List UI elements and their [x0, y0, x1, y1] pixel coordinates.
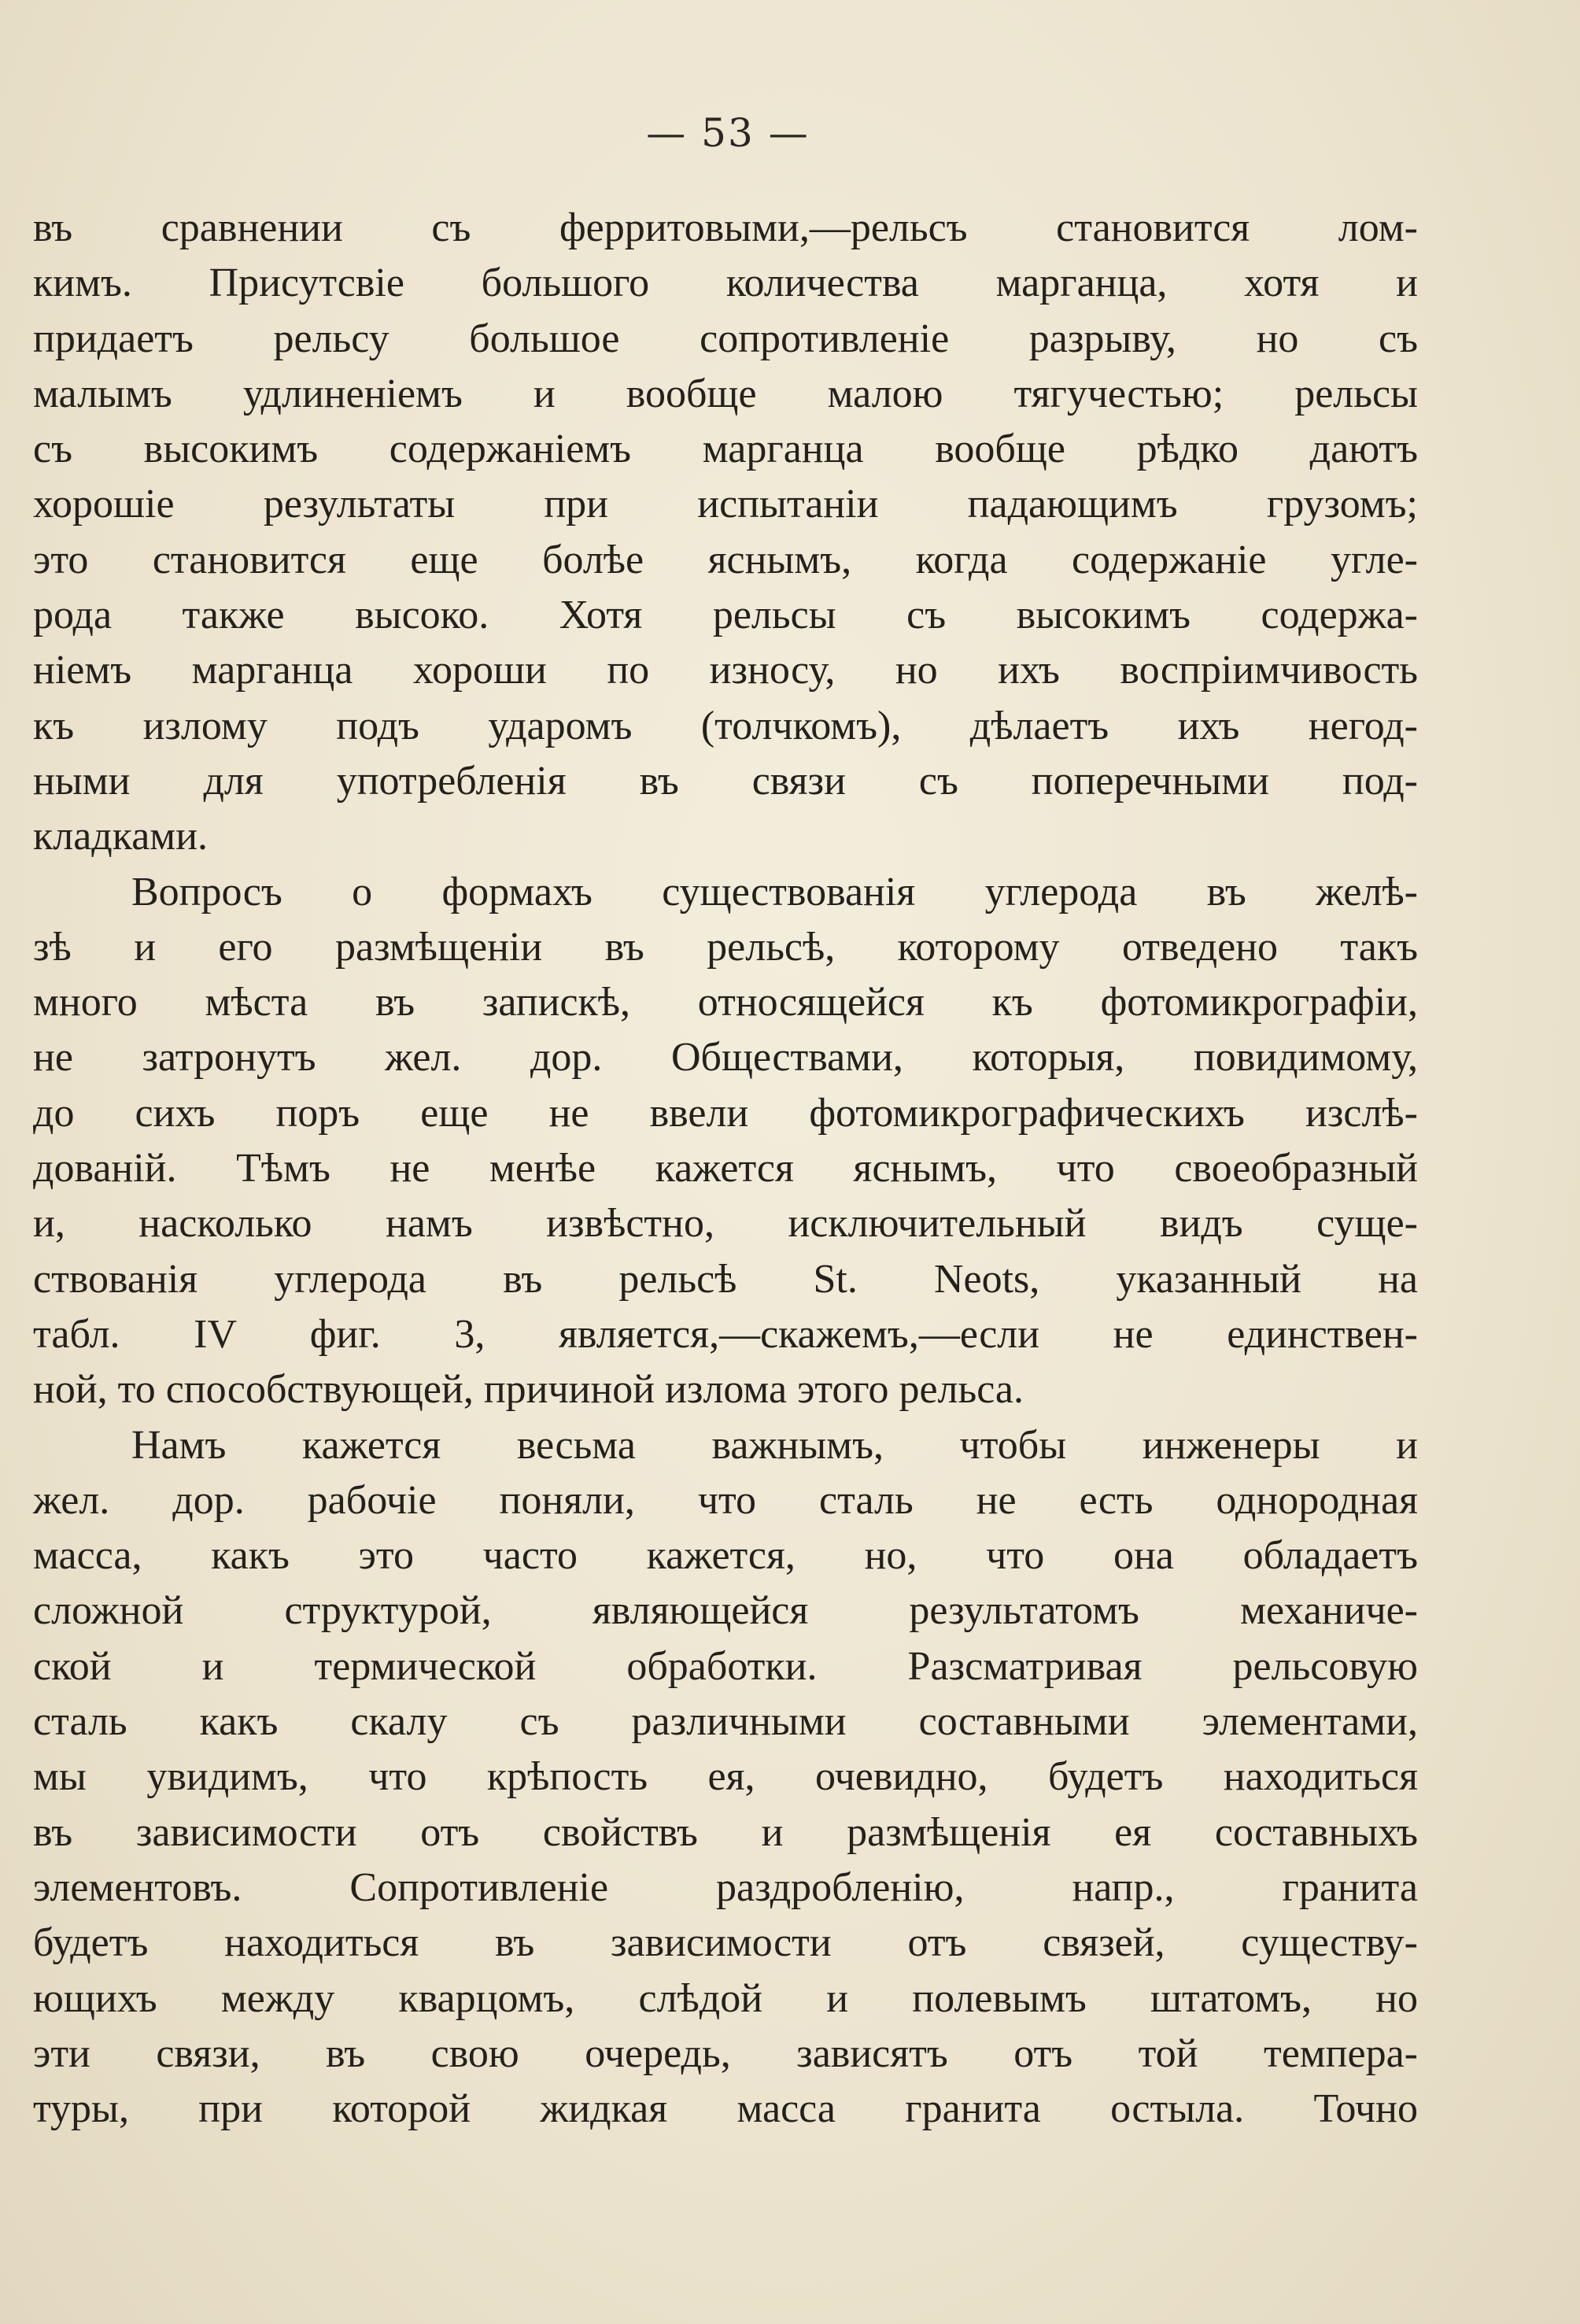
text-line: сложной структурой, являющейся результатомъ механиче-	[33, 1588, 1418, 1634]
text-line: дованій. Тѣмъ не менѣе кажется яснымъ, что своеобразный	[33, 1146, 1418, 1192]
text-line: въ сравнении съ ферритовыми,—рельсъ становится лом-	[33, 205, 1418, 250]
text-line: кладками.	[33, 814, 209, 859]
text-line: ской и термической обработки. Разсматривая рельсовую	[33, 1643, 1418, 1689]
text-line: ніемъ марганца хороши по износу, но ихъ воспріимчивость	[33, 648, 1418, 693]
text-line: хорошіе результаты при испытаніи падающимъ грузомъ;	[33, 482, 1418, 527]
text-line: жел. дор. рабочіе поняли, что сталь не есть однородная	[33, 1477, 1418, 1523]
text-line: кимъ. Присутсвіе большого количества марганца, хотя и	[33, 260, 1418, 306]
text-line: придаетъ рельсу большое сопротивленіе разрыву, но съ	[33, 316, 1418, 361]
text-line: ствованія углерода въ рельсѣ St. Neots, указанный на	[33, 1256, 1418, 1302]
text-line: и, насколько намъ извѣстно, исключительный видъ суще-	[33, 1201, 1418, 1247]
text-line: до сихъ поръ еще не ввели фотомикрографическихъ изслѣ-	[33, 1090, 1418, 1136]
text-line: рода также высоко. Хотя рельсы съ высокимъ содержа-	[33, 593, 1418, 638]
page-number: — 53 —	[646, 110, 810, 156]
text-line: Вопросъ о формахъ существованія углерода въ желѣ-	[131, 869, 1418, 914]
text-line: масса, какъ это часто кажется, но, что она обладаетъ	[33, 1533, 1418, 1579]
text-line: малымъ удлиненіемъ и вообще малою тягучестью; рельсы	[33, 371, 1418, 416]
text-line: Намъ кажется весьма важнымъ, чтобы инженеры и	[131, 1422, 1418, 1468]
text-line: ющихъ между кварцомъ, слѣдой и полевымъ штатомъ, но	[33, 1975, 1418, 2021]
text-line: съ высокимъ содержаніемъ марганца вообще рѣдко даютъ	[33, 427, 1418, 472]
text-line: не затронутъ жел. дор. Обществами, которыя, повидимому,	[33, 1035, 1418, 1081]
text-line: зѣ и его размѣщеніи въ рельсѣ, которому отведено такъ	[33, 924, 1418, 970]
text-line: сталь какъ скалу съ различными составными элементами,	[33, 1699, 1418, 1745]
text-line: эти связи, въ свою очередь, зависятъ отъ той темпера-	[33, 2030, 1418, 2076]
text-line: элементовъ. Сопротивленіе раздробленію, напр., гранита	[33, 1864, 1418, 1910]
body-text	[33, 201, 1418, 2137]
text-line: мы увидимъ, что крѣпость ея, очевидно, будетъ находиться	[33, 1754, 1418, 1800]
text-line: къ излому подъ ударомъ (толчкомъ), дѣлаетъ ихъ негод-	[33, 703, 1418, 748]
text-line: будетъ находиться въ зависимости отъ связей, существу-	[33, 1920, 1418, 1966]
text-line: туры, при которой жидкая масса гранита остыла. Точно	[33, 2086, 1418, 2132]
text-line: табл. IV фиг. 3, является,—скажемъ,—если не единствен-	[33, 1311, 1418, 1357]
text-line: это становится еще болѣе яснымъ, когда содержаніе угле-	[33, 537, 1418, 582]
text-line: ными для употребленія въ связи съ поперечными под-	[33, 758, 1418, 804]
text-line: много мѣста въ запискѣ, относящейся къ фотомикрографіи,	[33, 980, 1418, 1025]
text-line: въ зависимости отъ свойствъ и размѣщенія ея составныхъ	[33, 1809, 1418, 1855]
text-line: ной, то способствующей, причиной излома этого рельса.	[33, 1367, 1024, 1413]
